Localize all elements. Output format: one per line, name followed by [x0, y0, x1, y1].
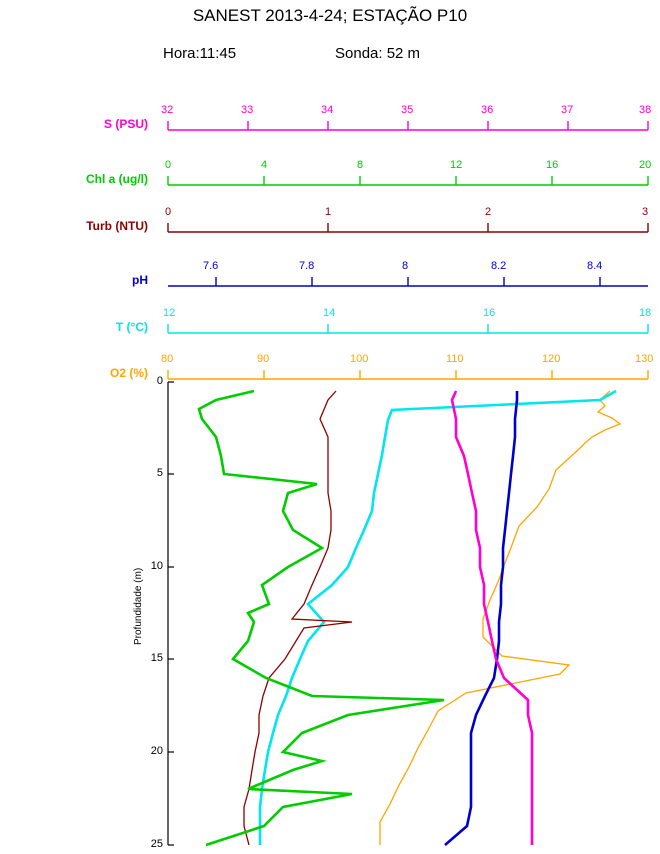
- axis-label-salinity: S (PSU): [103, 117, 148, 131]
- axis-label-o2: O2 (%): [109, 366, 148, 380]
- tick-depth-5: 5: [156, 467, 163, 479]
- tick-salinity-35: 35: [401, 104, 414, 116]
- tick-o2-100: 100: [350, 353, 369, 365]
- tick-chla-8: 8: [357, 159, 364, 171]
- tick-turb-2: 2: [485, 206, 492, 218]
- axis-ph: [168, 277, 648, 286]
- axis-chla: [168, 176, 648, 185]
- tick-chla-16: 16: [546, 159, 559, 171]
- tick-ph-78: 7.8: [299, 260, 315, 272]
- tick-chla-4: 4: [261, 159, 268, 171]
- tick-salinity-37: 37: [561, 104, 574, 116]
- tick-o2-110: 110: [446, 353, 464, 365]
- axis-label-temp: T (°C): [115, 320, 148, 334]
- tick-chla-12: 12: [450, 159, 463, 171]
- axis-label-ph: pH: [132, 273, 148, 287]
- tick-salinity-32: 32: [161, 104, 174, 116]
- tick-turb-3: 3: [642, 206, 649, 218]
- axis-label-turb: Turb (NTU): [86, 219, 148, 233]
- tick-turb-1: 1: [325, 206, 332, 218]
- tick-salinity-36: 36: [481, 104, 494, 116]
- tick-ph-82: 8.2: [491, 260, 507, 272]
- tick-chla-20: 20: [639, 159, 652, 171]
- series-turb: [244, 391, 352, 845]
- axis-salinity: [168, 121, 648, 130]
- axis-label-chla: Chl a (ug/l): [86, 172, 148, 186]
- tick-salinity-38: 38: [639, 104, 652, 116]
- tick-depth-20: 20: [150, 745, 163, 757]
- tick-depth-0: 0: [156, 375, 163, 387]
- sonda-label: Sonda: 52 m: [335, 45, 421, 62]
- axis-o2: [168, 370, 648, 379]
- tick-temp-16: 16: [483, 307, 496, 319]
- tick-temp-12: 12: [163, 307, 176, 319]
- tick-depth-15: 15: [150, 652, 163, 664]
- tick-depth-25: 25: [150, 838, 163, 850]
- series-ph: [445, 391, 517, 845]
- tick-ph-8: 8: [402, 260, 409, 272]
- series-temp: [260, 391, 616, 845]
- depth-axis: [168, 382, 174, 845]
- axis-turb: [168, 223, 648, 232]
- tick-temp-18: 18: [639, 307, 652, 319]
- tick-temp-14: 14: [323, 307, 336, 319]
- tick-salinity-34: 34: [321, 104, 334, 116]
- tick-o2-80: 80: [161, 353, 174, 365]
- tick-o2-130: 130: [635, 353, 654, 365]
- series-salinity: [452, 391, 532, 845]
- page-title: SANEST 2013-4-24; ESTAÇÃO P10: [192, 6, 468, 25]
- tick-o2-120: 120: [542, 353, 561, 365]
- tick-depth-10: 10: [150, 560, 163, 572]
- tick-salinity-33: 33: [241, 104, 254, 116]
- tick-chla-0: 0: [165, 159, 172, 171]
- tick-turb-0: 0: [165, 206, 172, 218]
- depth-axis-label: Profundidade (m): [133, 567, 144, 645]
- tick-o2-90: 90: [257, 353, 270, 365]
- hora-label: Hora:11:45: [163, 45, 237, 62]
- axis-temp: [168, 324, 648, 333]
- tick-ph-76: 7.6: [203, 260, 219, 272]
- tick-ph-84: 8.4: [587, 260, 603, 272]
